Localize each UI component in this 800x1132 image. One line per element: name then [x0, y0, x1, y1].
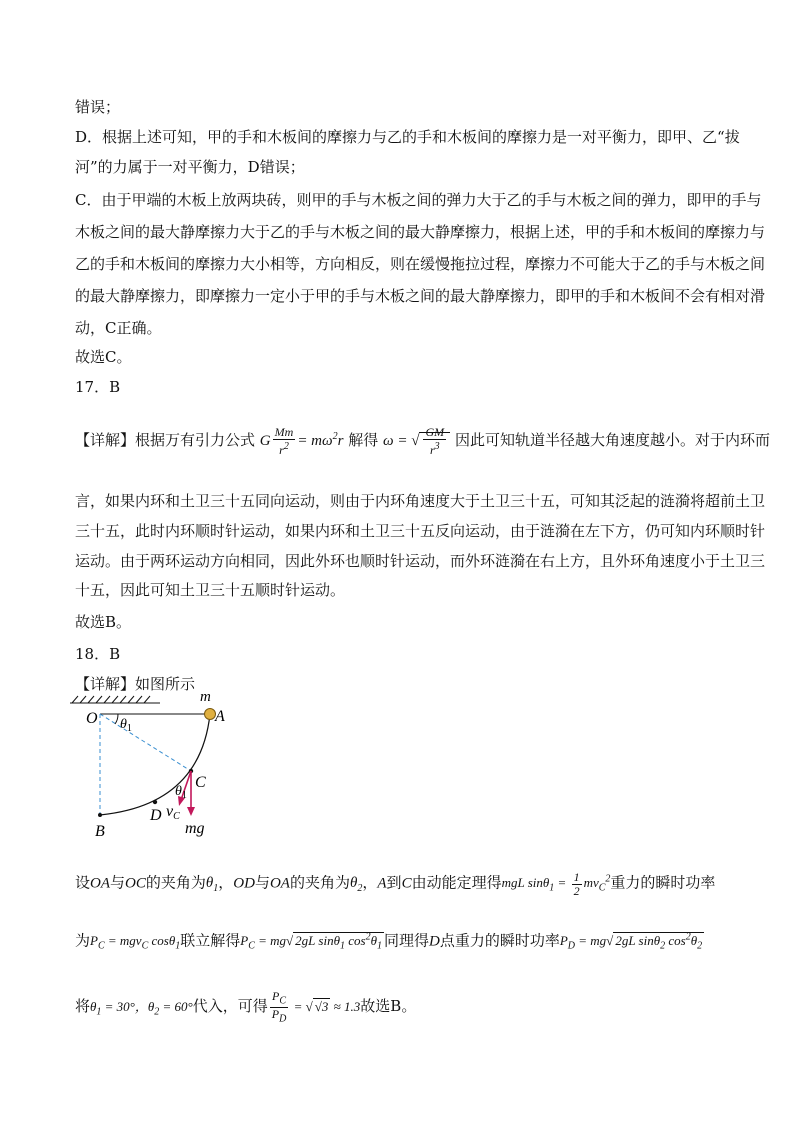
- symbol-oc: OC: [125, 875, 146, 892]
- q18-line-2: [75, 928, 704, 957]
- text-span: 与: [110, 873, 126, 892]
- label-theta1: $\theta_1$: [120, 717, 132, 734]
- text-line: 运动。由于两环运动方向相同，因此外环也顺时针运动，而外环涟漪在右上方，且外环角速度小于土卫三: [75, 552, 766, 570]
- text-line: 错误；: [75, 98, 121, 116]
- text-span: 到: [386, 873, 402, 892]
- text-span: 将: [75, 996, 91, 1015]
- q17-formula-line: [75, 426, 770, 457]
- symbol-od: OD: [233, 875, 255, 892]
- text-line: 木板之间的最大静摩擦力大于乙的手与木板之间的最大静摩擦力，根据上述，甲的手和木板间的摩擦力与: [75, 223, 766, 241]
- energy-formula: mgL sinθ$_1$ = $\frac{1}{2}$ $mv_C^2$: [501, 869, 611, 898]
- label-b: B: [95, 823, 105, 840]
- text-line: 的最大静摩擦力，即摩擦力一定小于甲的手与木板之间的最大静摩擦力，即甲的手和木板间不会有相对滑: [75, 287, 766, 305]
- text-line: 乙的手和木板间的摩擦力大小相等，方向相反，则在缓慢拖拉过程，摩擦力不可能大于乙的手与木板之间: [75, 255, 766, 273]
- symbol-a: A: [377, 875, 387, 892]
- point-b: [98, 813, 102, 817]
- text-line: 【详解】如图所示: [75, 675, 196, 693]
- text-span: 联立解得: [180, 931, 241, 950]
- text-span: 重力的瞬时功率: [610, 873, 716, 892]
- symbol-oa: OA: [90, 875, 111, 892]
- q18-line-3: [75, 990, 416, 1026]
- label-theta1-c: $\theta_1$: [175, 784, 187, 801]
- ratio-formula: $\frac{P_C}{P_D}$ = √ √3 ≈ 1.3: [271, 989, 361, 1025]
- text-line: 河”的力属于一对平衡力，D错误；: [75, 158, 305, 176]
- text-span: 的夹角为: [145, 873, 206, 892]
- text-line: 动，C正确。: [75, 319, 162, 337]
- text-span: 为: [75, 931, 91, 950]
- text-span: 由动能定理得: [411, 873, 502, 892]
- dashed-oc: [100, 714, 191, 771]
- ceiling-hatch: [70, 696, 160, 703]
- text-line: 故选B。: [75, 613, 132, 631]
- label-mg: mg: [185, 820, 205, 837]
- text-line: D．根据上述可知，甲的手和木板间的摩擦力与乙的手和木板间的摩擦力是一对平衡力，即甲、乙“拔: [75, 128, 740, 146]
- text-span: 同理得: [383, 931, 429, 950]
- q17-suffix: 因此可知轨道半径越大角速度越小。对于内环而: [454, 430, 770, 449]
- omega-formula: ω = √ $\frac{GM}{r^3}$: [383, 432, 450, 449]
- text-span: ，: [362, 873, 378, 892]
- q17-prefix: 【详解】根据万有引力公式: [75, 430, 256, 449]
- question-number: 18．B: [75, 645, 121, 663]
- text-span: 设: [75, 873, 91, 892]
- symbol-theta2: $\theta_2$: [349, 875, 363, 895]
- symbol-oa: OA: [269, 875, 290, 892]
- text-line: 言，如果内环和土卫三十五同向运动，则由于内环角速度大于土卫三十五，可知其泛起的涟漪将超前土卫: [75, 492, 766, 510]
- label-c: C: [195, 774, 206, 791]
- ball-a: [205, 709, 216, 720]
- label-o: O: [86, 710, 98, 727]
- label-d: D: [150, 807, 162, 824]
- power-result-c: $P_C = mg√$ 2gL sinθ$_1$ $\cos^2\theta_1$: [240, 932, 382, 952]
- pendulum-diagram: [60, 685, 260, 855]
- question-number: 17．B: [75, 378, 121, 396]
- symbol-d: D: [428, 933, 440, 950]
- text-span: ，: [218, 873, 234, 892]
- label-vc: vC: [166, 803, 180, 822]
- point-d: [153, 800, 157, 804]
- symbol-theta1: $\theta_1$: [205, 875, 219, 895]
- text-line: C．由于甲端的木板上放两块砖，则甲的手与木板之间的弹力大于乙的手与木板之间的弹力，即甲的手与: [75, 191, 762, 209]
- power-formula-c: $P_C = mgv_C$ cosθ$_1$: [90, 933, 181, 952]
- text-span: 代入，可得: [192, 996, 268, 1015]
- power-result-d: $P_D = mg√$ 2gL sinθ$_2$ $\cos^2\theta_2$: [559, 932, 703, 952]
- text-span: 点重力的瞬时功率: [439, 931, 560, 950]
- text-line: 十五，因此可知土卫三十五顺时针运动。: [75, 581, 346, 599]
- text-span: 与: [254, 873, 270, 892]
- q18-line-1: [75, 870, 715, 899]
- angle-arc: [115, 714, 118, 724]
- angle-values: $\theta_1 = 30^\circ$，$\theta_2 = 60^\circ$: [90, 998, 193, 1018]
- text-line: 三十五，此时内环顺时针运动，如果内环和土卫三十五反向运动，由于涟漪在左下方，仍可知内环顺时针: [75, 522, 766, 540]
- label-a: A: [215, 708, 225, 725]
- gravity-formula: G $\frac{Mm}{r^2}$ = $m\omega^2r$: [259, 425, 344, 457]
- text-line: 故选C。: [75, 348, 132, 366]
- gravity-arrowhead: [187, 807, 195, 816]
- text-span: 的夹角为: [289, 873, 350, 892]
- text-span: 故选B。: [360, 996, 417, 1015]
- symbol-c: C: [401, 875, 412, 892]
- q17-mid: 解得: [348, 430, 379, 449]
- label-m: m: [200, 689, 211, 705]
